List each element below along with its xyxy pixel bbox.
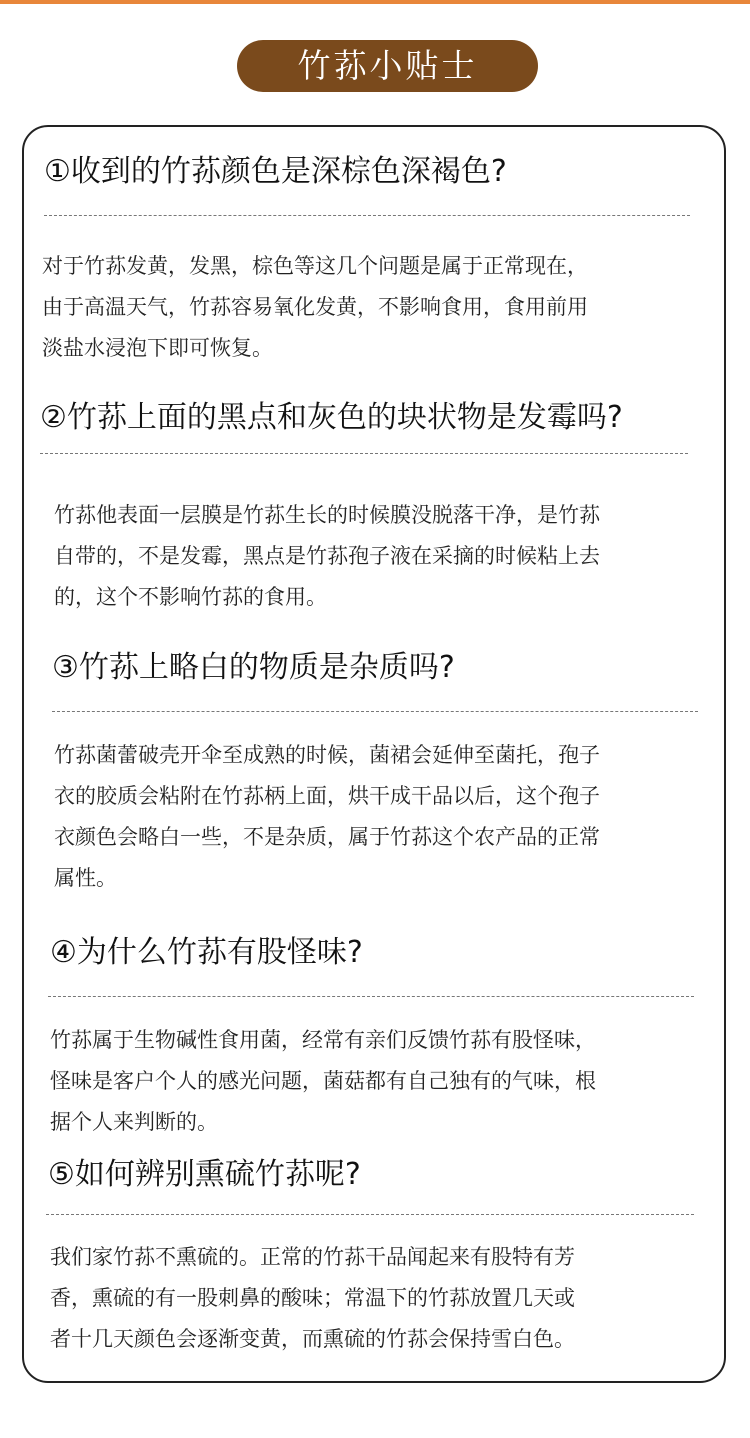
question-3: ③竹荪上略白的物质是杂质吗? xyxy=(52,650,455,685)
answer-1-line-2: 由于高温天气，竹荪容易氧化发黄，不影响食用，食用前用 xyxy=(42,295,588,319)
answer-5 xyxy=(50,1237,575,1360)
answer-2-line-3: 的，这个不影响竹荪的食用。 xyxy=(54,585,327,609)
answer-4-line-2: 怪味是客户个人的感光问题，菌菇都有自己独有的气味，根 xyxy=(50,1069,596,1093)
question-4: ④为什么竹荪有股怪味? xyxy=(50,935,363,970)
question-2: ②竹荪上面的黑点和灰色的块状物是发霉吗? xyxy=(40,400,623,435)
answer-3-line-3: 衣颜色会略白一些，不是杂质，属于竹荪这个农产品的正常 xyxy=(54,825,600,849)
top-accent-bar xyxy=(0,0,750,4)
question-5: ⑤如何辨别熏硫竹荪呢? xyxy=(48,1157,361,1192)
answer-3-line-1: 竹荪菌蕾破壳开伞至成熟的时候，菌裙会延伸至菌托，孢子 xyxy=(54,743,600,767)
question-1: ①收到的竹荪颜色是深棕色深褐色? xyxy=(44,154,507,189)
divider-1 xyxy=(44,215,690,216)
answer-2-line-1: 竹荪他表面一层膜是竹荪生长的时候膜没脱落干净，是竹荪 xyxy=(54,503,600,527)
answer-1-line-3: 淡盐水浸泡下即可恢复。 xyxy=(42,336,273,360)
divider-3 xyxy=(52,711,698,712)
answer-2-line-2: 自带的，不是发霉，黑点是竹荪孢子液在采摘的时候粘上去 xyxy=(54,544,600,568)
answer-1-line-1: 对于竹荪发黄，发黑，棕色等这几个问题是属于正常现在， xyxy=(42,254,588,278)
answer-3-line-2: 衣的胶质会粘附在竹荪柄上面，烘干成干品以后，这个孢子 xyxy=(54,784,600,808)
divider-5 xyxy=(46,1214,694,1215)
answer-1 xyxy=(42,246,588,369)
answer-5-line-1: 我们家竹荪不熏硫的。正常的竹荪干品闻起来有股特有芳 xyxy=(50,1245,575,1269)
answer-2 xyxy=(54,495,600,618)
divider-2 xyxy=(40,453,688,454)
answer-3 xyxy=(54,735,600,899)
page-title: 竹荪小贴士 xyxy=(237,40,538,92)
answer-4-line-3: 据个人来判断的。 xyxy=(50,1110,218,1134)
answer-4 xyxy=(50,1020,596,1143)
answer-5-line-3: 者十几天颜色会逐渐变黄，而熏硫的竹荪会保持雪白色。 xyxy=(50,1327,575,1351)
divider-4 xyxy=(48,996,694,997)
answer-4-line-1: 竹荪属于生物碱性食用菌，经常有亲们反馈竹荪有股怪味， xyxy=(50,1028,596,1052)
answer-3-line-4: 属性。 xyxy=(54,866,117,890)
answer-5-line-2: 香，熏硫的有一股刺鼻的酸味；常温下的竹荪放置几天或 xyxy=(50,1286,575,1310)
